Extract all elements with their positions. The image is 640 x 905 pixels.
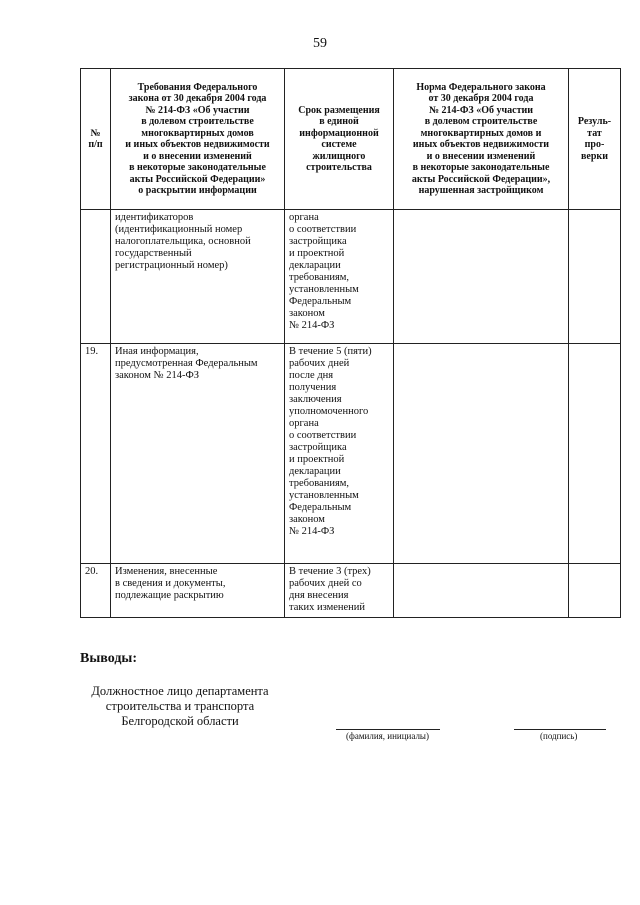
text-line: в долевом строительстве [424, 116, 538, 127]
text-line: и о внесении изменений [143, 150, 252, 162]
text-line: нарушенная застройщиком [418, 185, 544, 196]
text-line: строительства [306, 162, 372, 173]
text-line: системе [321, 139, 357, 150]
text-line: декларации [289, 466, 341, 477]
text-line: в некоторые законодательные [412, 162, 550, 173]
signature-line [514, 729, 606, 730]
text-line: Федеральным [289, 296, 352, 307]
text-line: многоквартирных домов [141, 127, 254, 139]
row-number [81, 210, 111, 344]
name-signature-line [336, 729, 440, 730]
text-line: Федеральным [289, 502, 352, 513]
text-line: государственный [115, 248, 192, 259]
text-line: № 214-ФЗ [289, 526, 335, 537]
row-norm [394, 344, 569, 564]
text-line: № 214-ФЗ «Об участии [428, 104, 534, 116]
text-line: Требования Федерального [137, 81, 258, 93]
row-deadline [285, 210, 394, 344]
text-line: таких изменений [289, 602, 366, 613]
text-line: информационной [299, 127, 379, 139]
text-line: В течение 5 (пяти) [289, 346, 372, 357]
page-number: 59 [313, 36, 327, 51]
row-result [569, 210, 621, 344]
row-number: 19. [81, 344, 111, 564]
row-deadline [285, 564, 394, 618]
text-line: акты Российской Федерации» [129, 173, 266, 185]
text-line: № [90, 127, 101, 139]
text-line: многоквартирных домов и [420, 127, 542, 139]
text-line: Срок размещения [298, 104, 380, 116]
text-line: после дня [289, 370, 334, 381]
text-line: органа [289, 418, 319, 429]
row-result [569, 564, 621, 618]
conclusions-label: Выводы: [80, 651, 138, 666]
text-line: (идентификационный номер [115, 224, 243, 235]
header-norm [394, 69, 569, 210]
text-line: законом [289, 308, 325, 319]
text-line: о соответствии [289, 224, 357, 235]
row-requirement [111, 344, 285, 564]
header-number [81, 69, 111, 210]
text-line: № 214-ФЗ «Об участии [145, 104, 250, 116]
text-line: тат [587, 127, 602, 139]
table-row [81, 210, 621, 344]
text-line: от 30 декабря 2004 года [428, 93, 534, 104]
text-line: требованиям, [289, 478, 350, 489]
text-line: установленным [289, 490, 359, 501]
text-line: иных объектов недвижимости [412, 139, 550, 150]
row-number: 20. [81, 564, 111, 618]
text-line: заключения [289, 394, 342, 405]
text-line: Резуль- [577, 116, 612, 127]
text-line: в некоторые законодательные [129, 162, 266, 173]
text-line: получения [289, 382, 337, 393]
text-line: Изменения, внесенные [115, 566, 218, 577]
text-line: Норма Федерального закона [416, 81, 546, 93]
text-line: о соответствии [289, 430, 357, 441]
text-line: застройщика [289, 236, 347, 247]
text-line: В течение 3 (трех) [289, 566, 371, 577]
header-deadline [285, 69, 394, 210]
text-line: застройщика [289, 442, 347, 453]
text-line: и иных объектов недвижимости [125, 139, 270, 150]
row-requirement [111, 210, 285, 344]
text-line: законом № 214-ФЗ [115, 370, 200, 381]
text-line: о раскрытии информации [138, 185, 257, 196]
text-line: закона от 30 декабря 2004 года [128, 93, 267, 104]
text-line: дня внесения [289, 590, 349, 601]
text-line: строительства и транспорта [105, 699, 255, 713]
signature-caption: (подпись) [540, 731, 578, 741]
text-line: в сведения и документы, [115, 578, 226, 589]
row-deadline [285, 344, 394, 564]
text-line: законом [289, 514, 325, 525]
text-line: п/п [88, 139, 103, 150]
text-line: декларации [289, 260, 341, 271]
text-line: подлежащие раскрытию [115, 590, 224, 601]
row-result [569, 344, 621, 564]
text-line: и о внесении изменений [426, 150, 536, 162]
requirements-table [80, 68, 621, 618]
text-line: рабочих дней [289, 358, 350, 369]
text-line: требованиям, [289, 272, 350, 283]
text-line: верки [581, 150, 608, 162]
text-line: про- [584, 139, 605, 150]
text-line: уполномоченного [289, 406, 369, 417]
text-line: и проектной [289, 454, 345, 465]
text-line: идентификаторов [115, 212, 194, 223]
text-line: и проектной [289, 248, 345, 259]
text-line: установленным [289, 284, 359, 295]
text-line: № 214-ФЗ [289, 320, 335, 331]
official-title [80, 684, 280, 729]
header-result [569, 69, 621, 210]
text-line: рабочих дней со [289, 578, 362, 589]
table-row [81, 564, 621, 618]
text-line: Должностное лицо департамента [91, 684, 269, 698]
header-requirement [111, 69, 285, 210]
row-norm [394, 564, 569, 618]
text-line: жилищного [312, 150, 366, 162]
table-row [81, 344, 621, 564]
name-caption: (фамилия, инициалы) [346, 731, 429, 741]
text-line: в долевом строительстве [141, 116, 254, 127]
text-line: акты Российской Федерации», [411, 173, 551, 185]
row-norm [394, 210, 569, 344]
text-line: органа [289, 212, 319, 223]
table-header-row [81, 69, 621, 210]
text-line: предусмотренная Федеральным [115, 358, 258, 369]
text-line: в единой [319, 116, 359, 127]
text-line: Иная информация, [115, 346, 199, 357]
text-line: Белгородской области [121, 714, 239, 728]
row-requirement [111, 564, 285, 618]
text-line: налогоплательщика, основной [115, 236, 251, 247]
text-line: регистрационный номер) [115, 260, 228, 271]
